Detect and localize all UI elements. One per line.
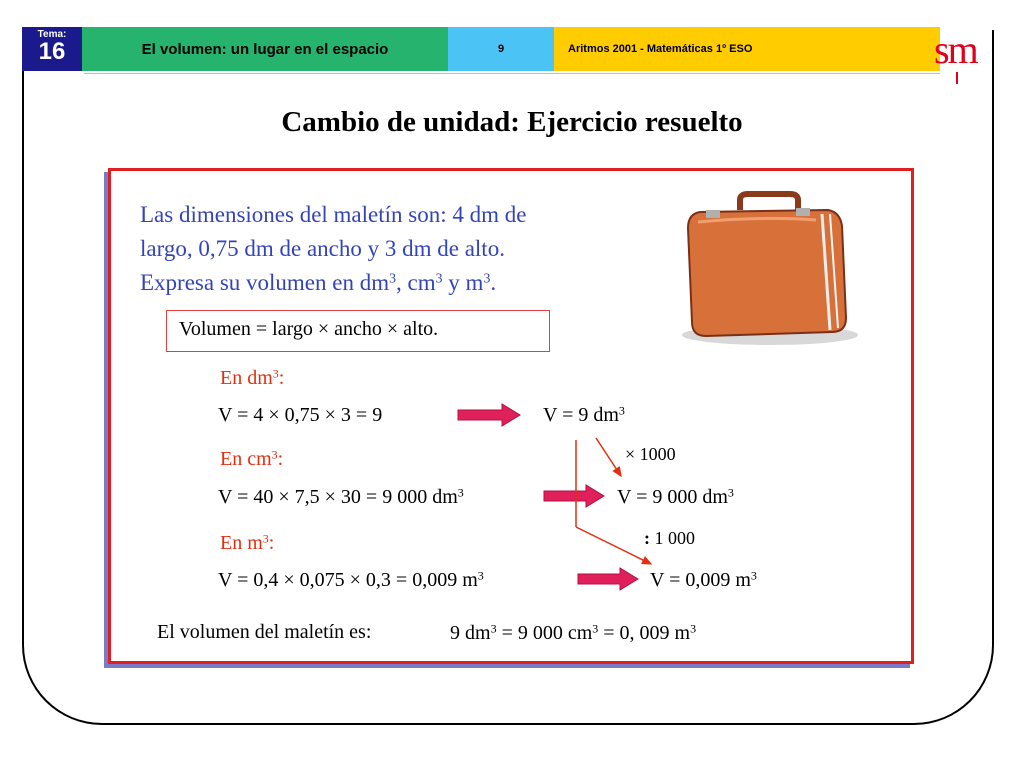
result-text: V = 9 dm [543, 404, 619, 426]
superscript: 3 [750, 568, 757, 583]
superscript: 3 [618, 403, 625, 418]
superscript: 3 [262, 531, 269, 546]
problem-text: , cm [396, 270, 436, 295]
problem-line-2: largo, 0,75 dm de ancho y 3 dm de alto. [140, 236, 505, 261]
superscript: 3 [272, 366, 279, 381]
block-arrow-m [578, 568, 638, 590]
tema-label: Tema: [37, 29, 67, 40]
formula-text: Volumen = largo × ancho × alto. [179, 318, 439, 340]
conclusion-label: El volumen del maletín es: [157, 621, 372, 643]
label-colon: : [268, 532, 275, 554]
tema-number: 16 [38, 38, 66, 65]
superscript: 3 [477, 568, 484, 583]
result-text: V = 0,009 m [650, 569, 751, 591]
publisher-logo: sm [934, 27, 977, 72]
superscript: 3 [435, 270, 443, 286]
divide-colon: : [644, 528, 650, 548]
divide-value: 1 000 [654, 528, 695, 548]
page-number: 9 [448, 27, 554, 71]
arrow-to-m [576, 527, 651, 564]
conclusion-part: 9 dm [450, 622, 491, 644]
superscript: 3 [690, 621, 697, 636]
conclusion-part: = 9 000 cm [496, 622, 593, 644]
conclusion-part: = 0, 009 m [598, 622, 691, 644]
superscript: 3 [457, 485, 464, 500]
superscript: 3 [389, 270, 397, 286]
arrow-to-cm [596, 438, 621, 476]
topic-title: El volumen: un lugar en el espacio [82, 27, 448, 71]
problem-line-1: Las dimensiones del maletín son: 4 dm de [140, 202, 527, 227]
problem-text: . [490, 270, 497, 295]
calc-text: V = 0,4 × 0,075 × 0,3 = 0,009 m [218, 569, 478, 591]
problem-text: y m [442, 270, 484, 295]
superscript: 3 [483, 270, 491, 286]
book-title: Aritmos 2001 - Matemáticas 1º ESO [554, 27, 940, 71]
problem-text: Expresa su volumen en dm [140, 270, 390, 295]
superscript: 3 [271, 447, 278, 462]
label-text: En m [220, 532, 263, 554]
superscript: 3 [592, 621, 599, 636]
calc-text: V = 40 × 7,5 × 30 = 9 000 dm [218, 486, 458, 508]
conclusion-result [450, 622, 696, 645]
multiply-annotation: × 1000 [625, 444, 676, 464]
page-title: Cambio de unidad: Ejercicio resuelto [281, 106, 743, 138]
superscript: 3 [490, 621, 497, 636]
label-colon: : [277, 448, 284, 470]
calc-dm: V = 4 × 0,75 × 3 = 9 [218, 404, 383, 426]
block-arrow-cm [544, 485, 604, 507]
result-text: V = 9 000 dm [617, 486, 728, 508]
superscript: 3 [727, 485, 734, 500]
label-colon: : [278, 367, 285, 389]
label-text: En dm [220, 367, 273, 389]
block-arrow-dm [458, 404, 520, 426]
label-text: En cm [220, 448, 272, 470]
